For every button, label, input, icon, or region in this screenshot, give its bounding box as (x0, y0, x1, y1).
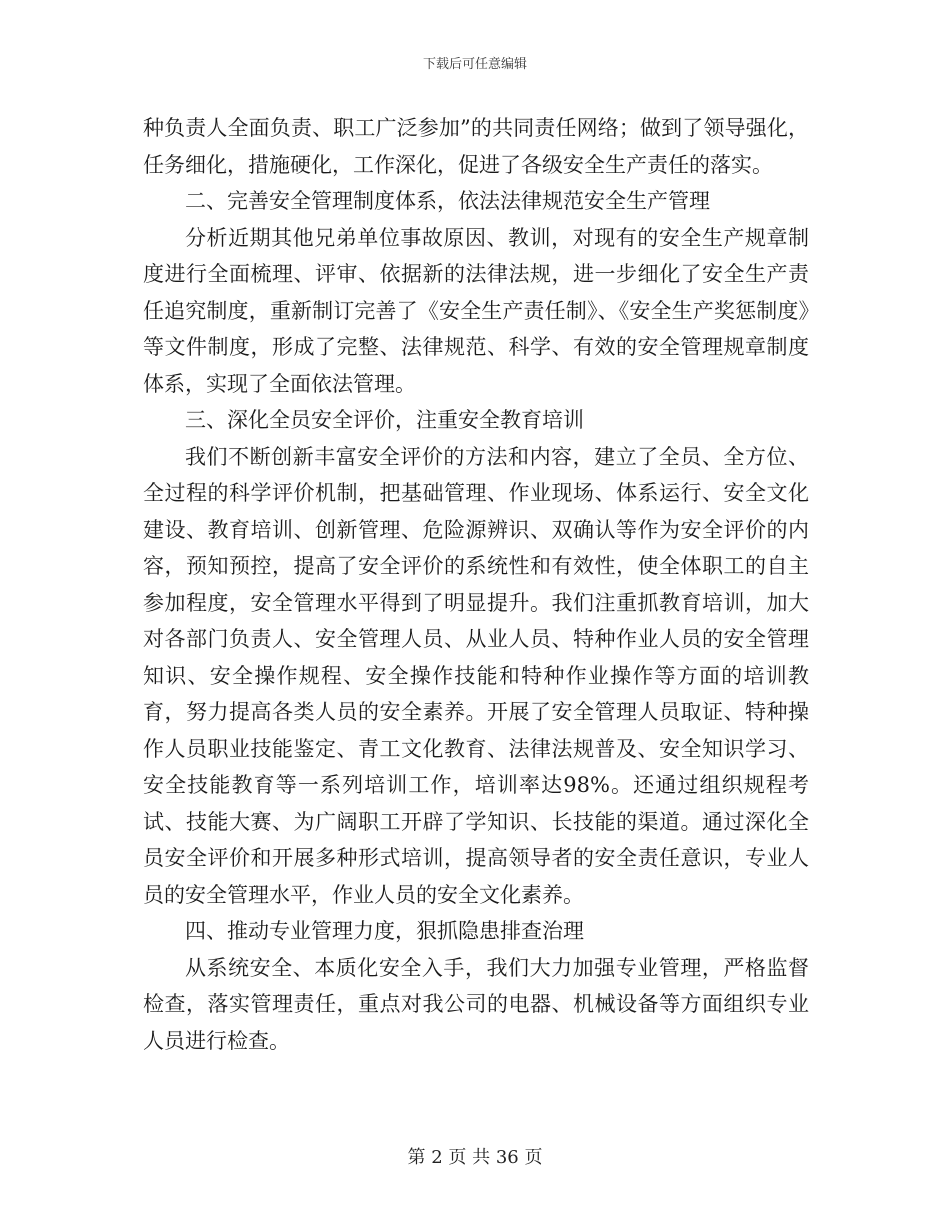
page-header: 下载后可任意编辑 (422, 57, 527, 72)
section-heading-2: 二、完善安全管理制度体系，依法法律规范安全生产管理 (185, 189, 710, 213)
paragraph-evaluation-training: 我们不断创新丰富安全评价的方法和内容，建立了全员、全方位、全过程的科学评价机制，把基础管理、作业现场、体系运行、安全文化建设、教育培训、创新管理、危险源辨识、双确认等作为安全评价的内容，预知预控，提高了安全评价的系统性和有效性，使全体职工的自主参加程度，安全管理水平得到了明显提升。我们注重抓教育培训，加大对各部门负责人、安全管理人员、从业人员、特种作业人员的安全管理知识、安全操作规程、安全操作技能和特种作业操作等方面的培训教育，努力提高各类人员的安全素养。开展了安全管理人员取证、特种操作人员职业技能鉴定、青工文化教育、法律法规普及、安全知识学习、安全技能教育等一系列培训工作，培训率达98%。还通过组织规程考试、技能大赛、为广阔职工开辟了学知识、长技能的渠道。通过深化全员安全评价和开展多种形式培训，提高领导者的安全责任意识，专业人员的安全管理水平，作业人员的安全文化素养。 (143, 444, 809, 907)
section-heading-3: 三、深化全员安全评价，注重安全教育培训 (185, 408, 584, 432)
section-heading-4: 四、推动专业管理力度，狠抓隐患排查治理 (185, 919, 584, 943)
paragraph-hazard-inspection: 从系统安全、本质化安全入手，我们大力加强专业管理，严格监督检查，落实管理责任，重点对我公司的电器、机械设备等方面组织专业人员进行检查。 (143, 955, 809, 1053)
paragraph-continuation: 种负责人全面负责、职工广泛参加”的共同责任网络；做到了领导强化，任务细化，措施硬化，工作深化，促进了各级安全生产责任的落实。 (143, 116, 809, 177)
document-body (143, 110, 809, 1059)
page-number: 第 2 页 共 36 页 (407, 1147, 543, 1168)
paragraph-regulations: 分析近期其他兄弟单位事故原因、教训，对现有的安全生产规章制度进行全面梳理、评审、依据新的法律法规，进一步细化了安全生产责任追究制度，重新制订完善了《安全生产责任制》、《安全生产奖惩制度》等文件制度，形成了完整、法律规范、科学、有效的安全管理规章制度体系，实现了全面依法管理。 (143, 225, 809, 396)
